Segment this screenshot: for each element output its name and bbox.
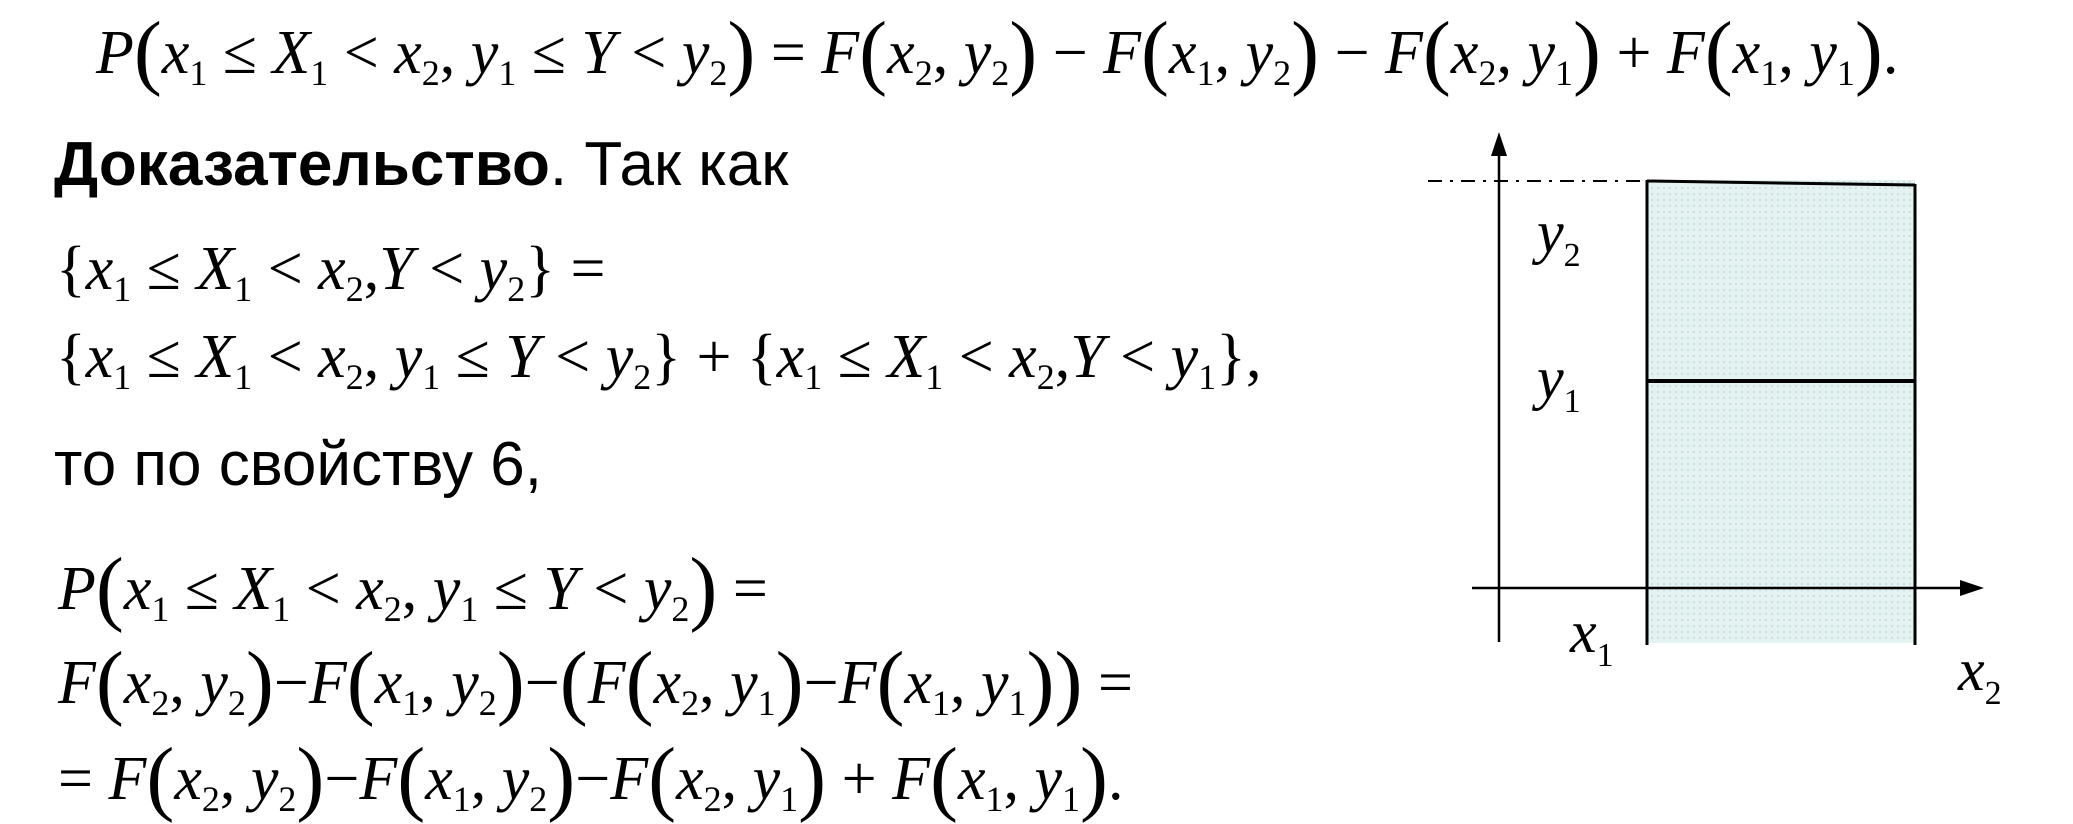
label-y2: $y_2$ — [1537, 199, 1581, 274]
event-eq-line1: $\{x_1 \le X_1 < x_2,Y < y_2\}$ = — [56, 235, 606, 309]
label-y1: $y_1$ — [1537, 345, 1581, 420]
event-eq-line2: {$x_1 \le X_1 < x_2$, $y_1 \le Y < y_2\} + \{x_1 \le X_1 < x_2,Y < y_1\}$, — [56, 323, 1262, 397]
top-formula: $P(x_1 \le X_1 < x_2$, $y_1 \le Y < y_2) = F(x_2$, $y_2) - F(x_1$, $y_2) - F(x_2$, $y_1) + F(x_1$, $y_1$). — [96, 5, 1899, 98]
by-property-text: то по свойству 6, — [54, 430, 542, 499]
proof-rest: . Так как — [549, 130, 789, 199]
prob-line2: $F(x_2$, $y_2)-F(x_1$, $y_2)-(F(x_2$, $y_1)-F(x_1$, $y_1$)) = — [58, 635, 1133, 728]
y-axis-arrow — [1491, 132, 1507, 156]
prob-line3: = $F(x_2$, $y_2)-F(x_1$, $y_2)-F(x_2$, $y_1) + F(x_1$, $y_1$). — [58, 731, 1124, 824]
shaded-region — [1647, 180, 1915, 643]
label-x1: $x_1$ — [1570, 599, 1614, 674]
proof-word: Доказательство — [54, 130, 550, 199]
prob-line1: $P(x_1 \le X_1 < x_2$, $y_1 \le Y < y_2$) = — [58, 541, 768, 634]
x-axis-arrow — [1960, 580, 1984, 596]
label-x2: $x_2$ — [1958, 637, 2002, 712]
